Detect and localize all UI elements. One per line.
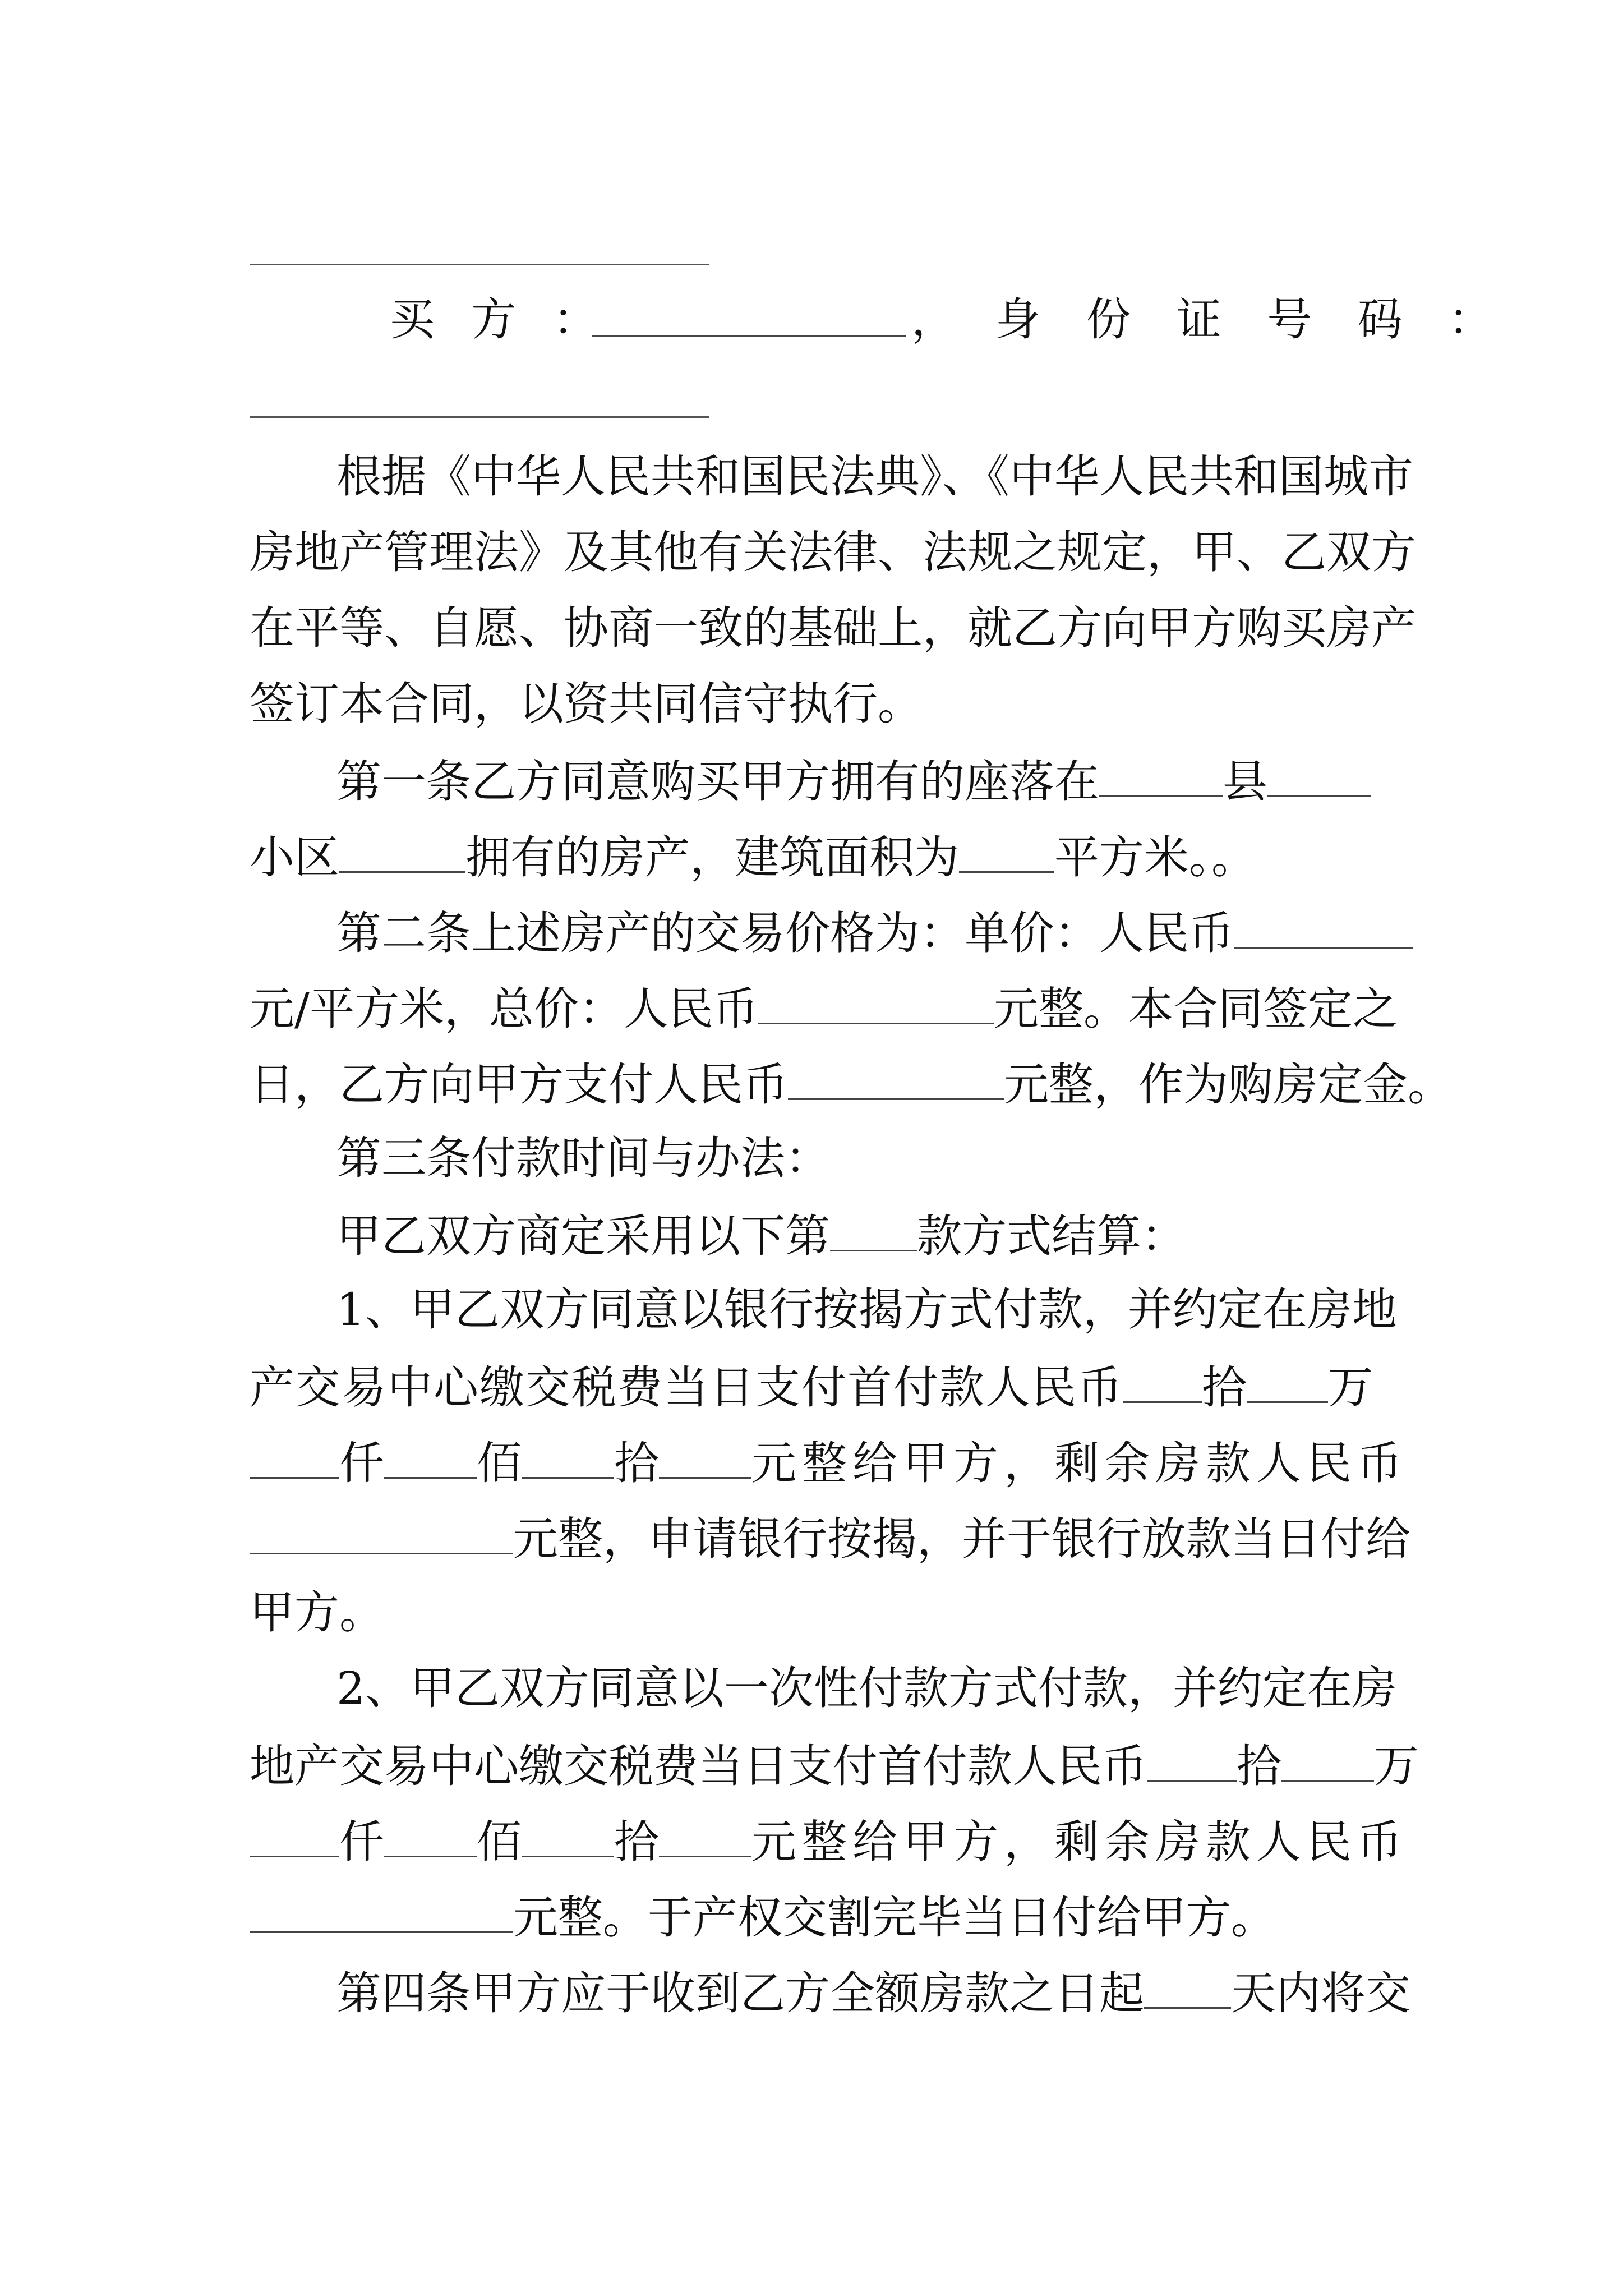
preamble-line-2: 房地产管理法》及其他有关法律、法规之规定，甲、乙双方: [250, 526, 1416, 578]
deposit-blank: [788, 1055, 1004, 1100]
remaining-amount-blank: [250, 1509, 513, 1554]
option1-line-3: 仟 佰 拾 元整给甲方，剩余房款人民币: [250, 1433, 1388, 1489]
article3-choice-line: 甲乙双方商定采用以下第 款方式结算：: [336, 1206, 1388, 1262]
article4-line-1: 第四条甲方应于收到乙方全额房款之日起 天内将交: [336, 1963, 1388, 2019]
total-price-blank: [758, 979, 994, 1024]
article2-line-2: 元/平方米，总价：人民币 元整。本合同签定之: [250, 979, 1388, 1035]
blank-line-top: [250, 264, 709, 265]
preamble-line-4: 签订本合同，以资共同信守执行。: [250, 678, 923, 730]
option2-line-2: 地产交易中心缴交税费当日支付首付款人民币 拾 万: [250, 1736, 1388, 1792]
preamble-line-1: 根据《中华人民共和国民法典》、《中华人民共和国城市: [336, 450, 1413, 503]
county-blank: [1267, 752, 1371, 797]
option1-line-4: 元整，申请银行按揭，并于银行放款当日付给: [250, 1509, 1388, 1565]
location-blank: [1099, 752, 1223, 797]
community-blank: [339, 827, 465, 873]
id-number-blank: [250, 416, 709, 418]
option2-line-3: 仟 佰 拾 元整给甲方，剩余房款人民币: [250, 1812, 1388, 1868]
option1-line-1: 1、甲乙双方同意以银行按揭方式付款，并约定在房地: [336, 1283, 1397, 1336]
buyer-line: [250, 292, 1509, 348]
buyer-label: 买 方 ：: [390, 293, 609, 346]
article1-line-1: 第一条乙方同意购买甲方拥有的座落在 县: [336, 752, 1388, 808]
days-blank: [1144, 1963, 1231, 2009]
option1-line-5: 甲方。: [250, 1586, 384, 1639]
buyer-name-blank: [592, 292, 906, 337]
article3-title: 第三条付款时间与办法：: [336, 1132, 830, 1184]
article2-line-3: 日，乙方向甲方支付人民币 元整，作为购房定金。: [250, 1055, 1388, 1111]
id-number-label: 身 份 证 号 码 ：: [995, 293, 1509, 346]
area-blank: [959, 827, 1054, 873]
option2-line-1: 2、甲乙双方同意以一次性付款方式付款，并约定在房: [336, 1662, 1397, 1714]
option1-line-2: 产交易中心缴交税费当日支付首付款人民币 拾 万: [250, 1358, 1388, 1414]
buyer-comma: ，: [911, 293, 956, 346]
remaining-amount-blank-2: [250, 1888, 513, 1933]
unit-price-blank: [1234, 903, 1413, 949]
payment-option-blank: [830, 1206, 917, 1251]
article1-line-2: 小区 拥有的房产，建筑面积为 平方米。。: [250, 827, 1388, 884]
article2-line-1: 第二条上述房产的交易价格为：单价：人民币: [336, 903, 1388, 959]
preamble-line-3: 在平等、自愿、协商一致的基础上，就乙方向甲方购买房产: [250, 602, 1416, 654]
option2-line-4: 元整。于产权交割完毕当日付给甲方。: [250, 1888, 1388, 1944]
